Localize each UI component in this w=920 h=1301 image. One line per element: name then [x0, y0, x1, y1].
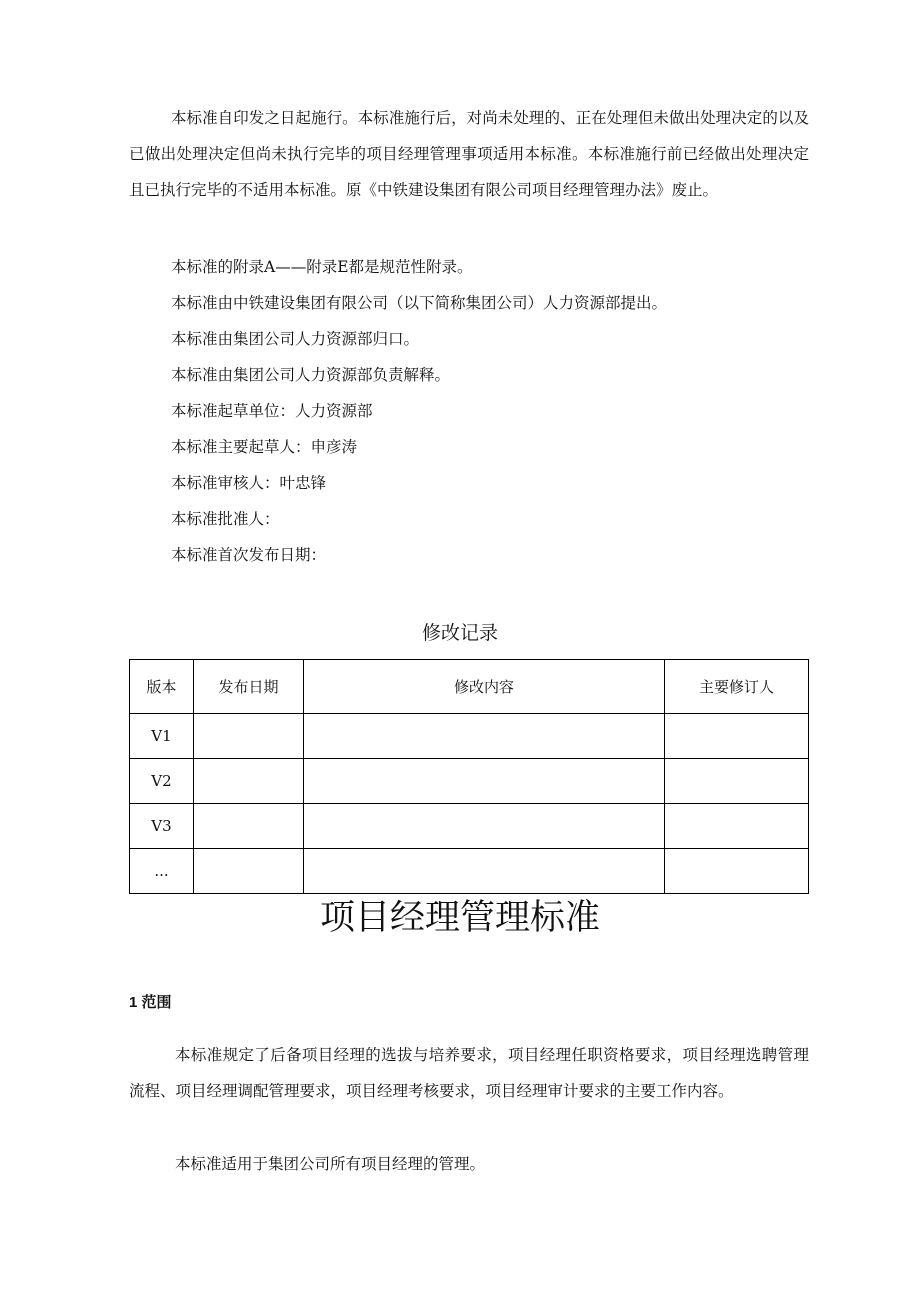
cell-content — [304, 849, 665, 894]
intro-line-interpretation: 本标准由集团公司人力资源部负责解释。 — [171, 366, 451, 384]
table-row — [130, 849, 809, 894]
section-heading-scope: 1 范围 — [129, 994, 172, 1011]
intro-line-drafter: 本标准主要起草人：申彦涛 — [171, 438, 358, 456]
header-reviser: 主要修订人 — [665, 660, 809, 714]
cell-version: V1 — [130, 714, 194, 759]
intro-line-release-date: 本标准首次发布日期： — [171, 546, 327, 564]
cell-release-date — [194, 714, 304, 759]
header-content: 修改内容 — [304, 660, 665, 714]
cell-version: V3 — [130, 804, 194, 849]
cell-content — [304, 759, 665, 804]
header-release-date: 发布日期 — [194, 660, 304, 714]
cell-reviser — [665, 849, 809, 894]
intro-paragraph: 本标准自印发之日起施行。本标准施行后，对尚未处理的、正在处理但未做出处理决定的以及已做出处理决定但尚未执行完毕的项目经理管理事项适用本标准。本标准施行前已经做出处理决定且已执行完毕的不适用本标准。原《中铁建设集团有限公司项目经理管理办法》废止。 — [129, 109, 809, 199]
header-version: 版本 — [130, 660, 194, 714]
cell-version: ... — [130, 849, 194, 894]
table-row — [130, 714, 809, 759]
cell-reviser — [665, 759, 809, 804]
intro-line-proposer: 本标准由中铁建设集团有限公司（以下简称集团公司）人力资源部提出。 — [171, 294, 668, 312]
intro-line-drafting-unit: 本标准起草单位：人力资源部 — [171, 402, 373, 420]
cell-version: V2 — [130, 759, 194, 804]
table-header-row — [130, 660, 809, 714]
cell-release-date — [194, 759, 304, 804]
cell-reviser — [665, 804, 809, 849]
scope-paragraph: 本标准规定了后备项目经理的选拔与培养要求，项目经理任职资格要求，项目经理选聘管理流程、项目经理调配管理要求，项目经理考核要求，项目经理审计要求的主要工作内容。 — [129, 1046, 809, 1100]
revision-title: 修改记录 — [421, 622, 498, 644]
cell-content — [304, 804, 665, 849]
intro-line-approver: 本标准批准人： — [171, 510, 280, 528]
scope-applicability: 本标准适用于集团公司所有项目经理的管理。 — [175, 1155, 486, 1173]
cell-content — [304, 714, 665, 759]
cell-release-date — [194, 804, 304, 849]
cell-release-date — [194, 849, 304, 894]
cell-reviser — [665, 714, 809, 759]
intro-line-reviewer: 本标准审核人：叶忠锋 — [171, 474, 327, 492]
table-row — [130, 804, 809, 849]
revision-table — [129, 659, 809, 894]
intro-line-centralized: 本标准由集团公司人力资源部归口。 — [171, 330, 420, 348]
document-title: 项目经理管理标准 — [319, 898, 600, 938]
table-row — [130, 759, 809, 804]
intro-line-appendix: 本标准的附录A——附录E都是规范性附录。 — [171, 258, 473, 276]
